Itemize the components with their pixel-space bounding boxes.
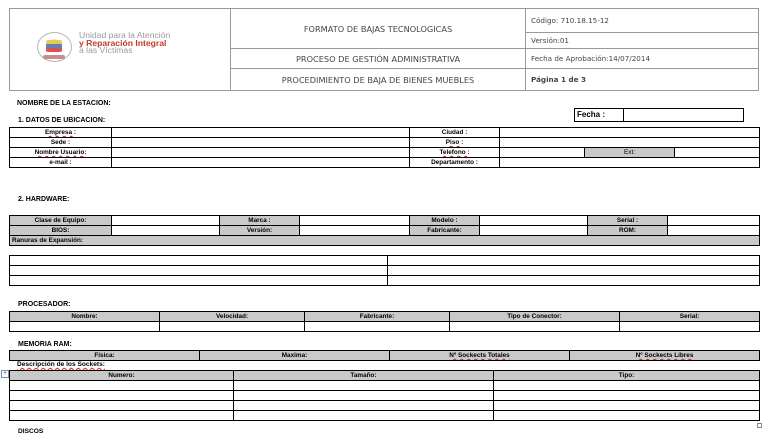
memoria-table bbox=[9, 350, 760, 361]
socket-cell[interactable] bbox=[494, 411, 760, 421]
telefono-label: Telefono : bbox=[410, 148, 500, 158]
socket-cell[interactable] bbox=[10, 391, 234, 401]
ranuras-grid bbox=[9, 255, 760, 286]
format-title: FORMATO DE BAJAS TECNOLOGICAS bbox=[231, 9, 526, 49]
logo-text: Unidad para la Atención y Reparación Integral a las Víctimas bbox=[79, 30, 171, 56]
piso-input[interactable] bbox=[500, 138, 760, 148]
fabricante-label: Fabricante: bbox=[410, 226, 480, 236]
ciudad-input[interactable] bbox=[500, 128, 760, 138]
codigo: Código: 710.18.15-12 bbox=[526, 9, 759, 33]
fecha-field bbox=[574, 108, 744, 122]
bios-label: BIOS: bbox=[10, 226, 112, 236]
station-name-label: NOMBRE DE LA ESTACION: bbox=[17, 100, 111, 107]
proc-velocidad-input[interactable] bbox=[160, 322, 305, 332]
fabricante-input[interactable] bbox=[480, 226, 588, 236]
socket-cell[interactable] bbox=[234, 401, 494, 411]
procesador-table bbox=[9, 311, 760, 332]
process-title: PROCESO DE GESTIÓN ADMINISTRATIVA bbox=[231, 49, 526, 69]
version-label: Versión: bbox=[220, 226, 300, 236]
document-header bbox=[9, 8, 759, 91]
section-discos: DISCOS bbox=[18, 428, 44, 434]
proc-nombre-header: Nombre: bbox=[10, 312, 160, 322]
proc-serial-input[interactable] bbox=[620, 322, 760, 332]
ciudad-label: Ciudad : bbox=[410, 128, 500, 138]
proc-conector-header: Tipo de Conector: bbox=[450, 312, 620, 322]
nombre-usuario-label: Nombre Usuario: bbox=[10, 148, 112, 158]
socket-cell[interactable] bbox=[494, 381, 760, 391]
socket-tipo-header: Tipo: bbox=[494, 371, 760, 381]
departamento-label: Departamento : bbox=[410, 158, 500, 168]
socket-cell[interactable] bbox=[10, 381, 234, 391]
coat-of-arms-icon bbox=[37, 32, 72, 62]
ranuras-label: Ranuras de Expansión: bbox=[10, 236, 760, 246]
email-label: e-mail : bbox=[10, 158, 112, 168]
section-hardware: 2. HARDWARE: bbox=[18, 196, 70, 203]
telefono-input[interactable] bbox=[500, 148, 585, 158]
socket-cell[interactable] bbox=[10, 411, 234, 421]
version-input[interactable] bbox=[300, 226, 410, 236]
proc-fabricante-header: Fabricante: bbox=[305, 312, 450, 322]
fecha-label: Fecha : bbox=[577, 110, 606, 119]
modelo-label: Modelo : bbox=[410, 216, 480, 226]
sede-label: Sede : bbox=[10, 138, 112, 148]
page-number: Página 1 de 3 bbox=[526, 69, 759, 91]
hardware-table bbox=[9, 215, 760, 246]
section-memoria: MEMORIA RAM: bbox=[18, 341, 72, 348]
socket-cell[interactable] bbox=[234, 381, 494, 391]
ram-sockets-libres-header: Nº Sockects Libres bbox=[570, 351, 760, 361]
socket-tamano-header: Tamaño: bbox=[234, 371, 494, 381]
socket-cell[interactable] bbox=[234, 391, 494, 401]
clase-equipo-input[interactable] bbox=[112, 216, 220, 226]
clase-equipo-label: Clase de Equipo: bbox=[10, 216, 112, 226]
logo bbox=[34, 29, 196, 73]
marca-label: Marca : bbox=[220, 216, 300, 226]
serial-label: Serial : bbox=[588, 216, 668, 226]
move-handle-icon[interactable]: + bbox=[2, 370, 8, 377]
proc-velocidad-header: Velocidad: bbox=[160, 312, 305, 322]
ubicacion-table bbox=[9, 127, 760, 168]
fecha-input[interactable] bbox=[623, 108, 744, 122]
socket-cell[interactable] bbox=[494, 391, 760, 401]
marca-input[interactable] bbox=[300, 216, 410, 226]
table-resize-handle[interactable] bbox=[757, 423, 762, 428]
procedure-title: PROCEDIMIENTO DE BAJA DE BIENES MUEBLES bbox=[231, 69, 526, 91]
ram-maxima-header: Maxima: bbox=[200, 351, 390, 361]
modelo-input[interactable] bbox=[480, 216, 588, 226]
ext-label: Ext: bbox=[585, 148, 675, 158]
piso-label: Piso : bbox=[410, 138, 500, 148]
section-ubicacion: 1. DATOS DE UBICACION: bbox=[18, 117, 106, 124]
proc-nombre-input[interactable] bbox=[10, 322, 160, 332]
ram-sockets-totales-header: Nº Sockects Totales bbox=[390, 351, 570, 361]
socket-cell[interactable] bbox=[494, 401, 760, 411]
version: Versión:01 bbox=[526, 33, 759, 49]
empresa-input[interactable] bbox=[112, 128, 410, 138]
sede-input[interactable] bbox=[112, 138, 410, 148]
section-procesador: PROCESADOR: bbox=[18, 301, 71, 308]
ranura-cell[interactable] bbox=[388, 256, 760, 266]
approval-date: Fecha de Aprobación:14/07/2014 bbox=[526, 49, 759, 69]
ram-fisica-header: Física: bbox=[10, 351, 200, 361]
ranura-cell[interactable] bbox=[10, 276, 388, 286]
sockets-label: Descripción de los Sockets: bbox=[17, 361, 105, 368]
proc-conector-input[interactable] bbox=[450, 322, 620, 332]
email-input[interactable] bbox=[112, 158, 410, 168]
rom-input[interactable] bbox=[668, 226, 760, 236]
ext-input[interactable] bbox=[675, 148, 760, 158]
sockets-table bbox=[9, 370, 760, 421]
ranura-cell[interactable] bbox=[10, 266, 388, 276]
proc-serial-header: Serial: bbox=[620, 312, 760, 322]
bios-input[interactable] bbox=[112, 226, 220, 236]
serial-input[interactable] bbox=[668, 216, 760, 226]
socket-cell[interactable] bbox=[10, 401, 234, 411]
socket-cell[interactable] bbox=[234, 411, 494, 421]
rom-label: ROM: bbox=[588, 226, 668, 236]
ranura-cell[interactable] bbox=[388, 266, 760, 276]
proc-fabricante-input[interactable] bbox=[305, 322, 450, 332]
ranura-cell[interactable] bbox=[388, 276, 760, 286]
logo-cell bbox=[10, 9, 231, 91]
departamento-input[interactable] bbox=[500, 158, 760, 168]
socket-numero-header: Numero: bbox=[10, 371, 234, 381]
nombre-usuario-input[interactable] bbox=[112, 148, 410, 158]
empresa-label: Empresa : bbox=[10, 128, 112, 138]
ranura-cell[interactable] bbox=[10, 256, 388, 266]
